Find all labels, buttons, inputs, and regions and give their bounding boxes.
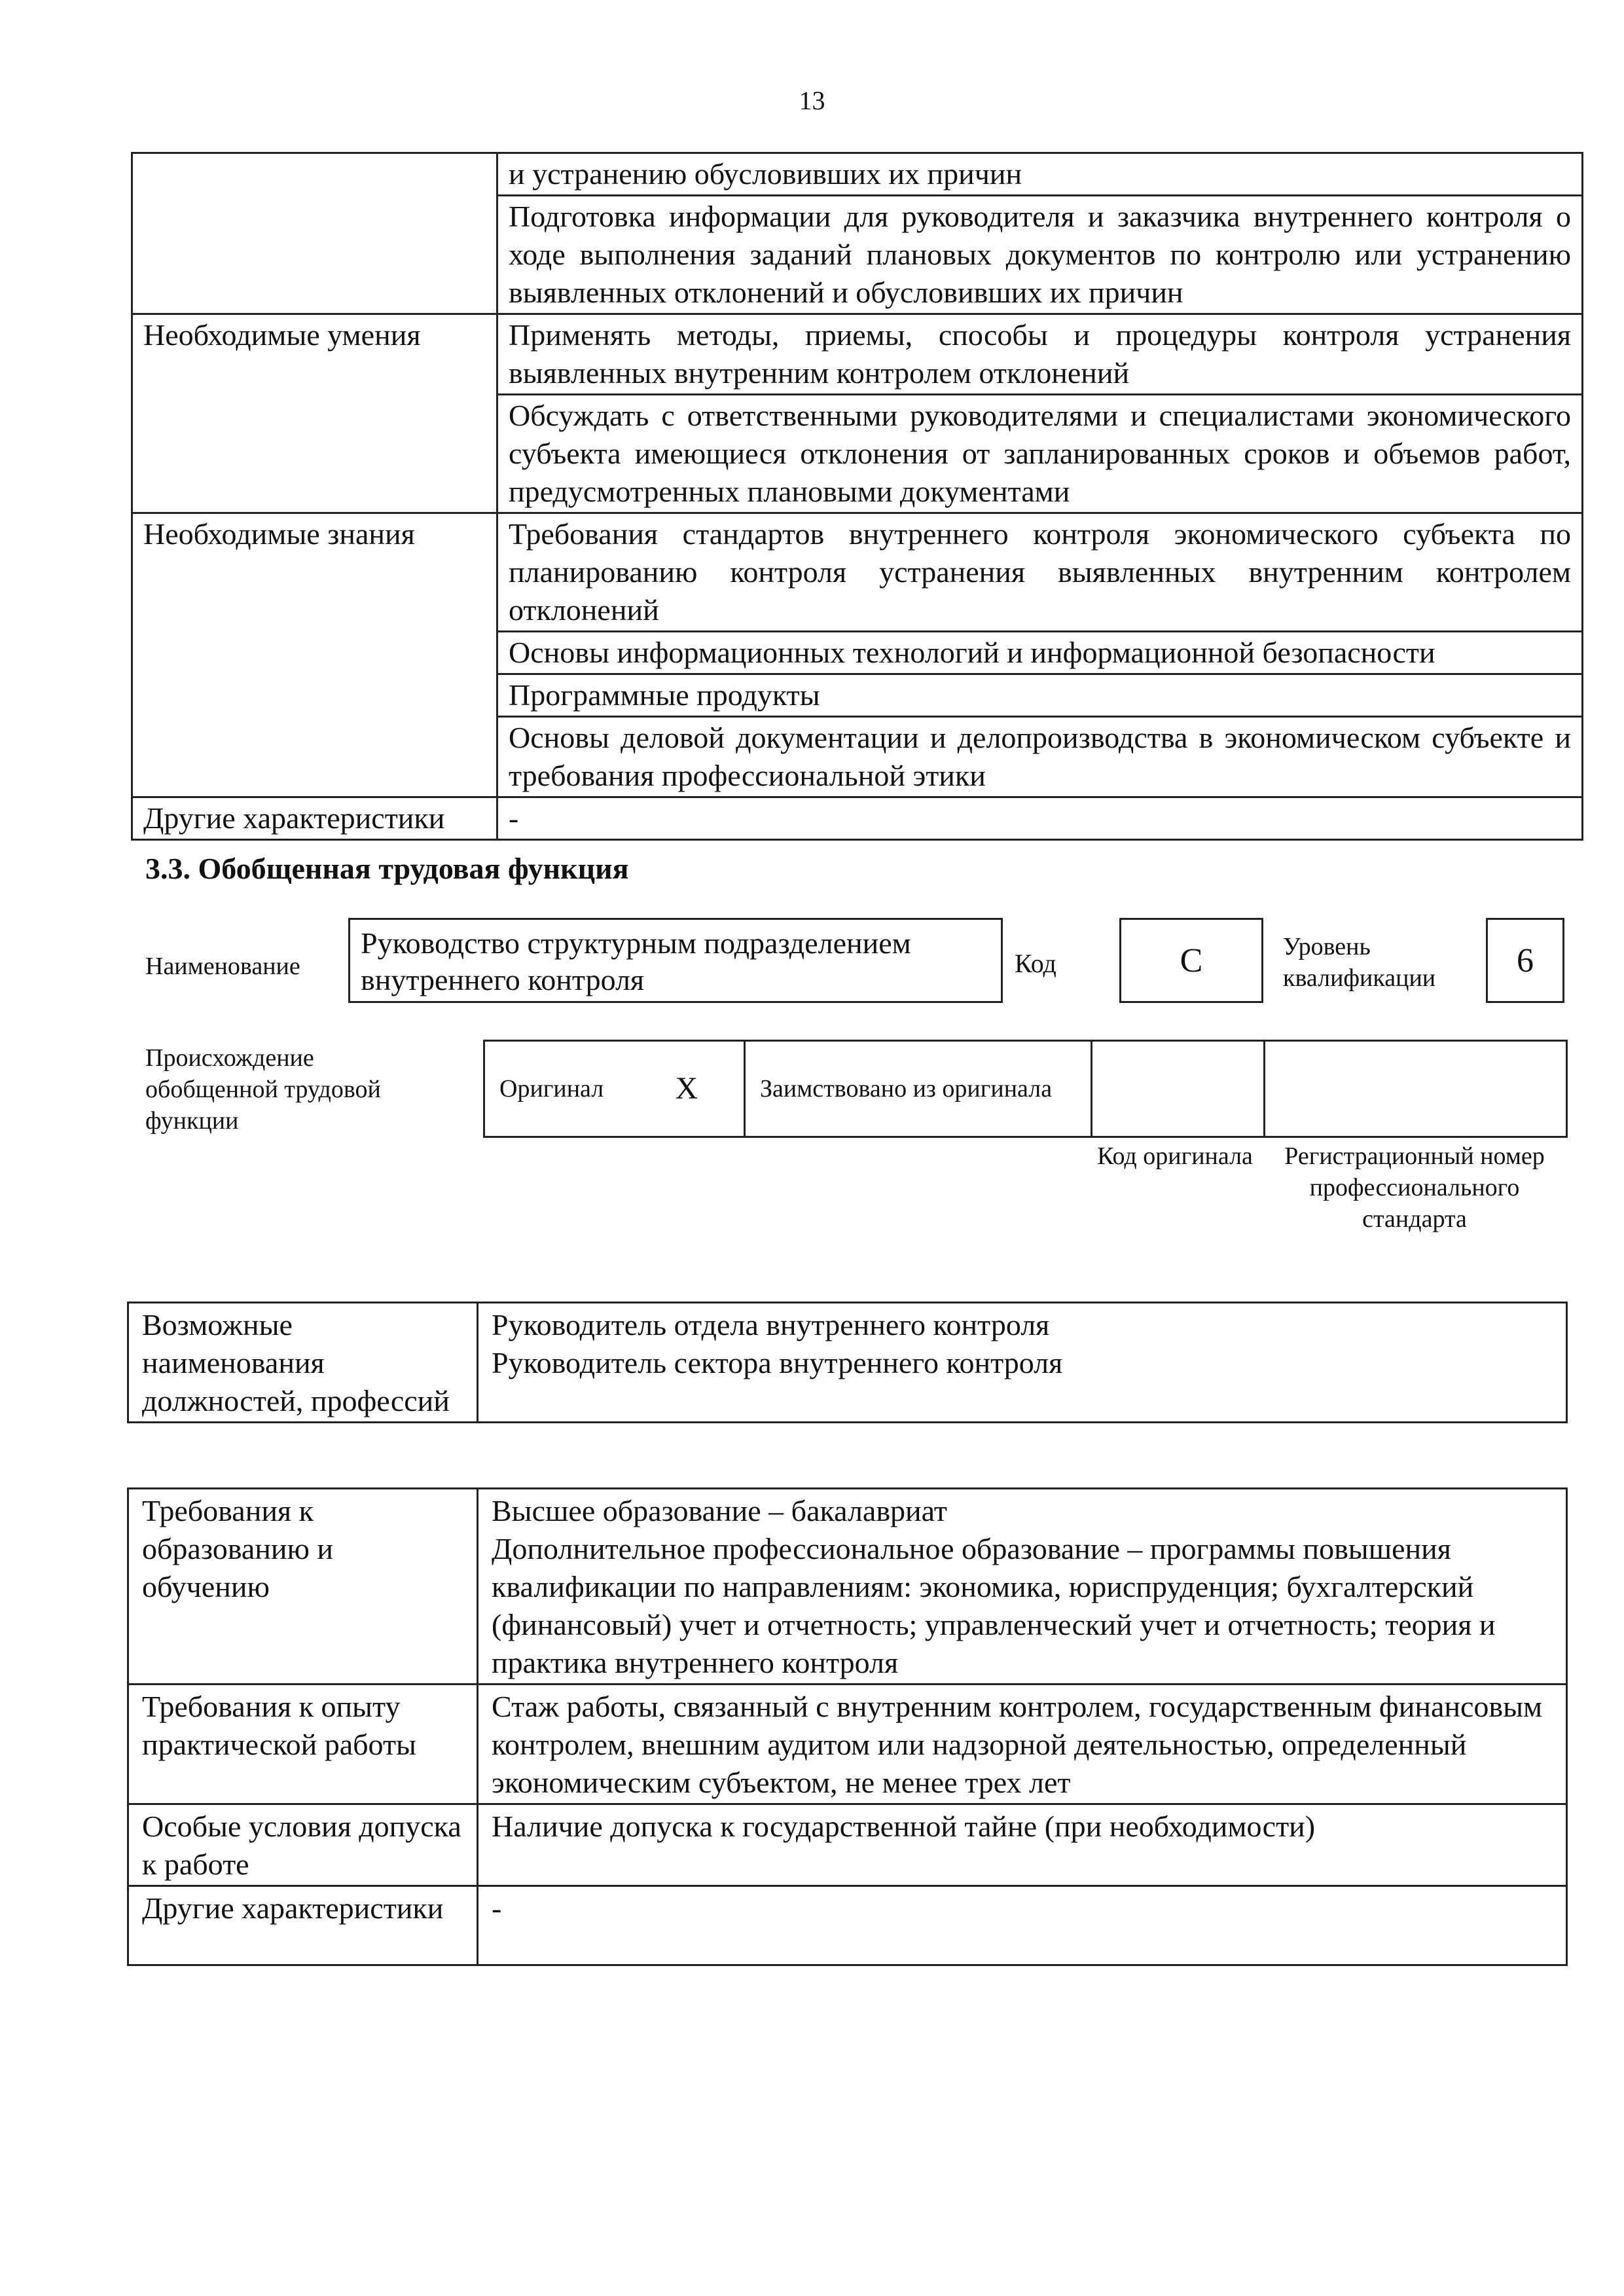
level-label: Уровень квалификации: [1283, 933, 1436, 992]
reg-number-caption: Регистрационный номер профессионального стандарта: [1284, 1142, 1545, 1233]
origin-label: Происхождение обобщенной трудовой функции: [145, 1044, 381, 1135]
code-value: C: [1119, 918, 1263, 1003]
reg-number-cell: [1265, 1041, 1567, 1137]
row-item: и устранению обусловивших их причин: [497, 153, 1583, 196]
row-label: Другие характеристики: [132, 797, 497, 840]
row-label: Другие характеристики: [128, 1886, 478, 1965]
table-row: [128, 1886, 1567, 1965]
row-value: Наличие допуска к государственной тайне (при необходимости): [478, 1804, 1567, 1886]
skills-knowledge-table: [131, 152, 1583, 841]
table-row: [484, 1041, 1567, 1137]
table-row: [132, 513, 1583, 632]
row-label: Необходимые знания: [132, 513, 497, 797]
row-item: Применять методы, приемы, способы и процедуры контроля устранения выявленных внутренним контролем отклонений: [497, 314, 1583, 395]
row-item: Обсуждать с ответственными руководителями и специалистами экономического субъекта имеющиеся отклонения от запланированных сроков и объемов работ, предусмотренных плановыми документами: [497, 395, 1583, 513]
orig-code-caption: Код оригинала: [1097, 1142, 1253, 1170]
table-row: [128, 1489, 1567, 1685]
row-item: Основы информационных технологий и информационной безопасности: [497, 632, 1583, 674]
row-item: Требования стандартов внутреннего контроля экономического субъекта по планированию контроля устранения выявленных внутренним контролем отклонений: [497, 513, 1583, 632]
positions-list: [478, 1303, 1567, 1423]
row-item: Основы деловой документации и делопроизводства в экономическом субъекте и требования профессиональной этики: [497, 717, 1583, 797]
table-row: [128, 1804, 1567, 1886]
table-row: [132, 797, 1583, 840]
page-number: 13: [799, 86, 825, 115]
row-label: [132, 153, 497, 314]
table-row: [132, 153, 1583, 196]
origin-table: [483, 1040, 1568, 1138]
row-value: Стаж работы, связанный с внутренним контролем, государственным финансовым контролем, внешним аудитом или надзорной деятельностью, определенный экономическим субъектом, не менее трех лет: [478, 1685, 1567, 1804]
level-value: 6: [1486, 918, 1564, 1003]
row-item: -: [497, 797, 1583, 840]
name-label: Наименование: [145, 953, 300, 980]
row-item: Подготовка информации для руководителя и заказчика внутреннего контроля о ходе выполнения заданий плановых документов по контролю или устранению выявленных отклонений и обусловивших их причин: [497, 196, 1583, 314]
row-label: Особые условия допуска к работе: [128, 1804, 478, 1886]
list-item: Дополнительное профессиональное образование – программы повышения квалификации по направлениям: экономика, юриспруденция; бухгалтерский (финансовый) учет и отчетность; управленческий учет и отчетность; теория и практика внутреннего контроля: [492, 1532, 1496, 1679]
positions-table: [127, 1302, 1568, 1423]
positions-label: Возможные наименования должностей, профессий: [128, 1303, 478, 1423]
original-label: Оригинал: [484, 1041, 661, 1137]
original-mark: X: [661, 1041, 745, 1137]
row-value: [478, 1489, 1567, 1685]
name-value: Руководство структурным подразделением внутреннего контроля: [348, 918, 1003, 1003]
row-label: Требования к образованию и обучению: [128, 1489, 478, 1685]
table-row: [128, 1303, 1567, 1423]
list-item: Руководитель сектора внутреннего контроля: [492, 1346, 1063, 1379]
requirements-table: [127, 1487, 1568, 1966]
table-row: [128, 1685, 1567, 1804]
code-label: Код: [1015, 949, 1056, 978]
row-label: Требования к опыту практической работы: [128, 1685, 478, 1804]
row-label: Необходимые умения: [132, 314, 497, 513]
row-value: -: [478, 1886, 1567, 1965]
orig-code-cell: [1092, 1041, 1265, 1137]
borrowed-label: Заимствовано из оригинала: [745, 1041, 1092, 1137]
list-item: Руководитель отдела внутреннего контроля: [492, 1308, 1050, 1341]
table-row: [132, 314, 1583, 395]
row-item: Программные продукты: [497, 674, 1583, 717]
section-title: 3.3. Обобщенная трудовая функция: [145, 852, 629, 885]
list-item: Высшее образование – бакалавриат: [492, 1494, 947, 1527]
